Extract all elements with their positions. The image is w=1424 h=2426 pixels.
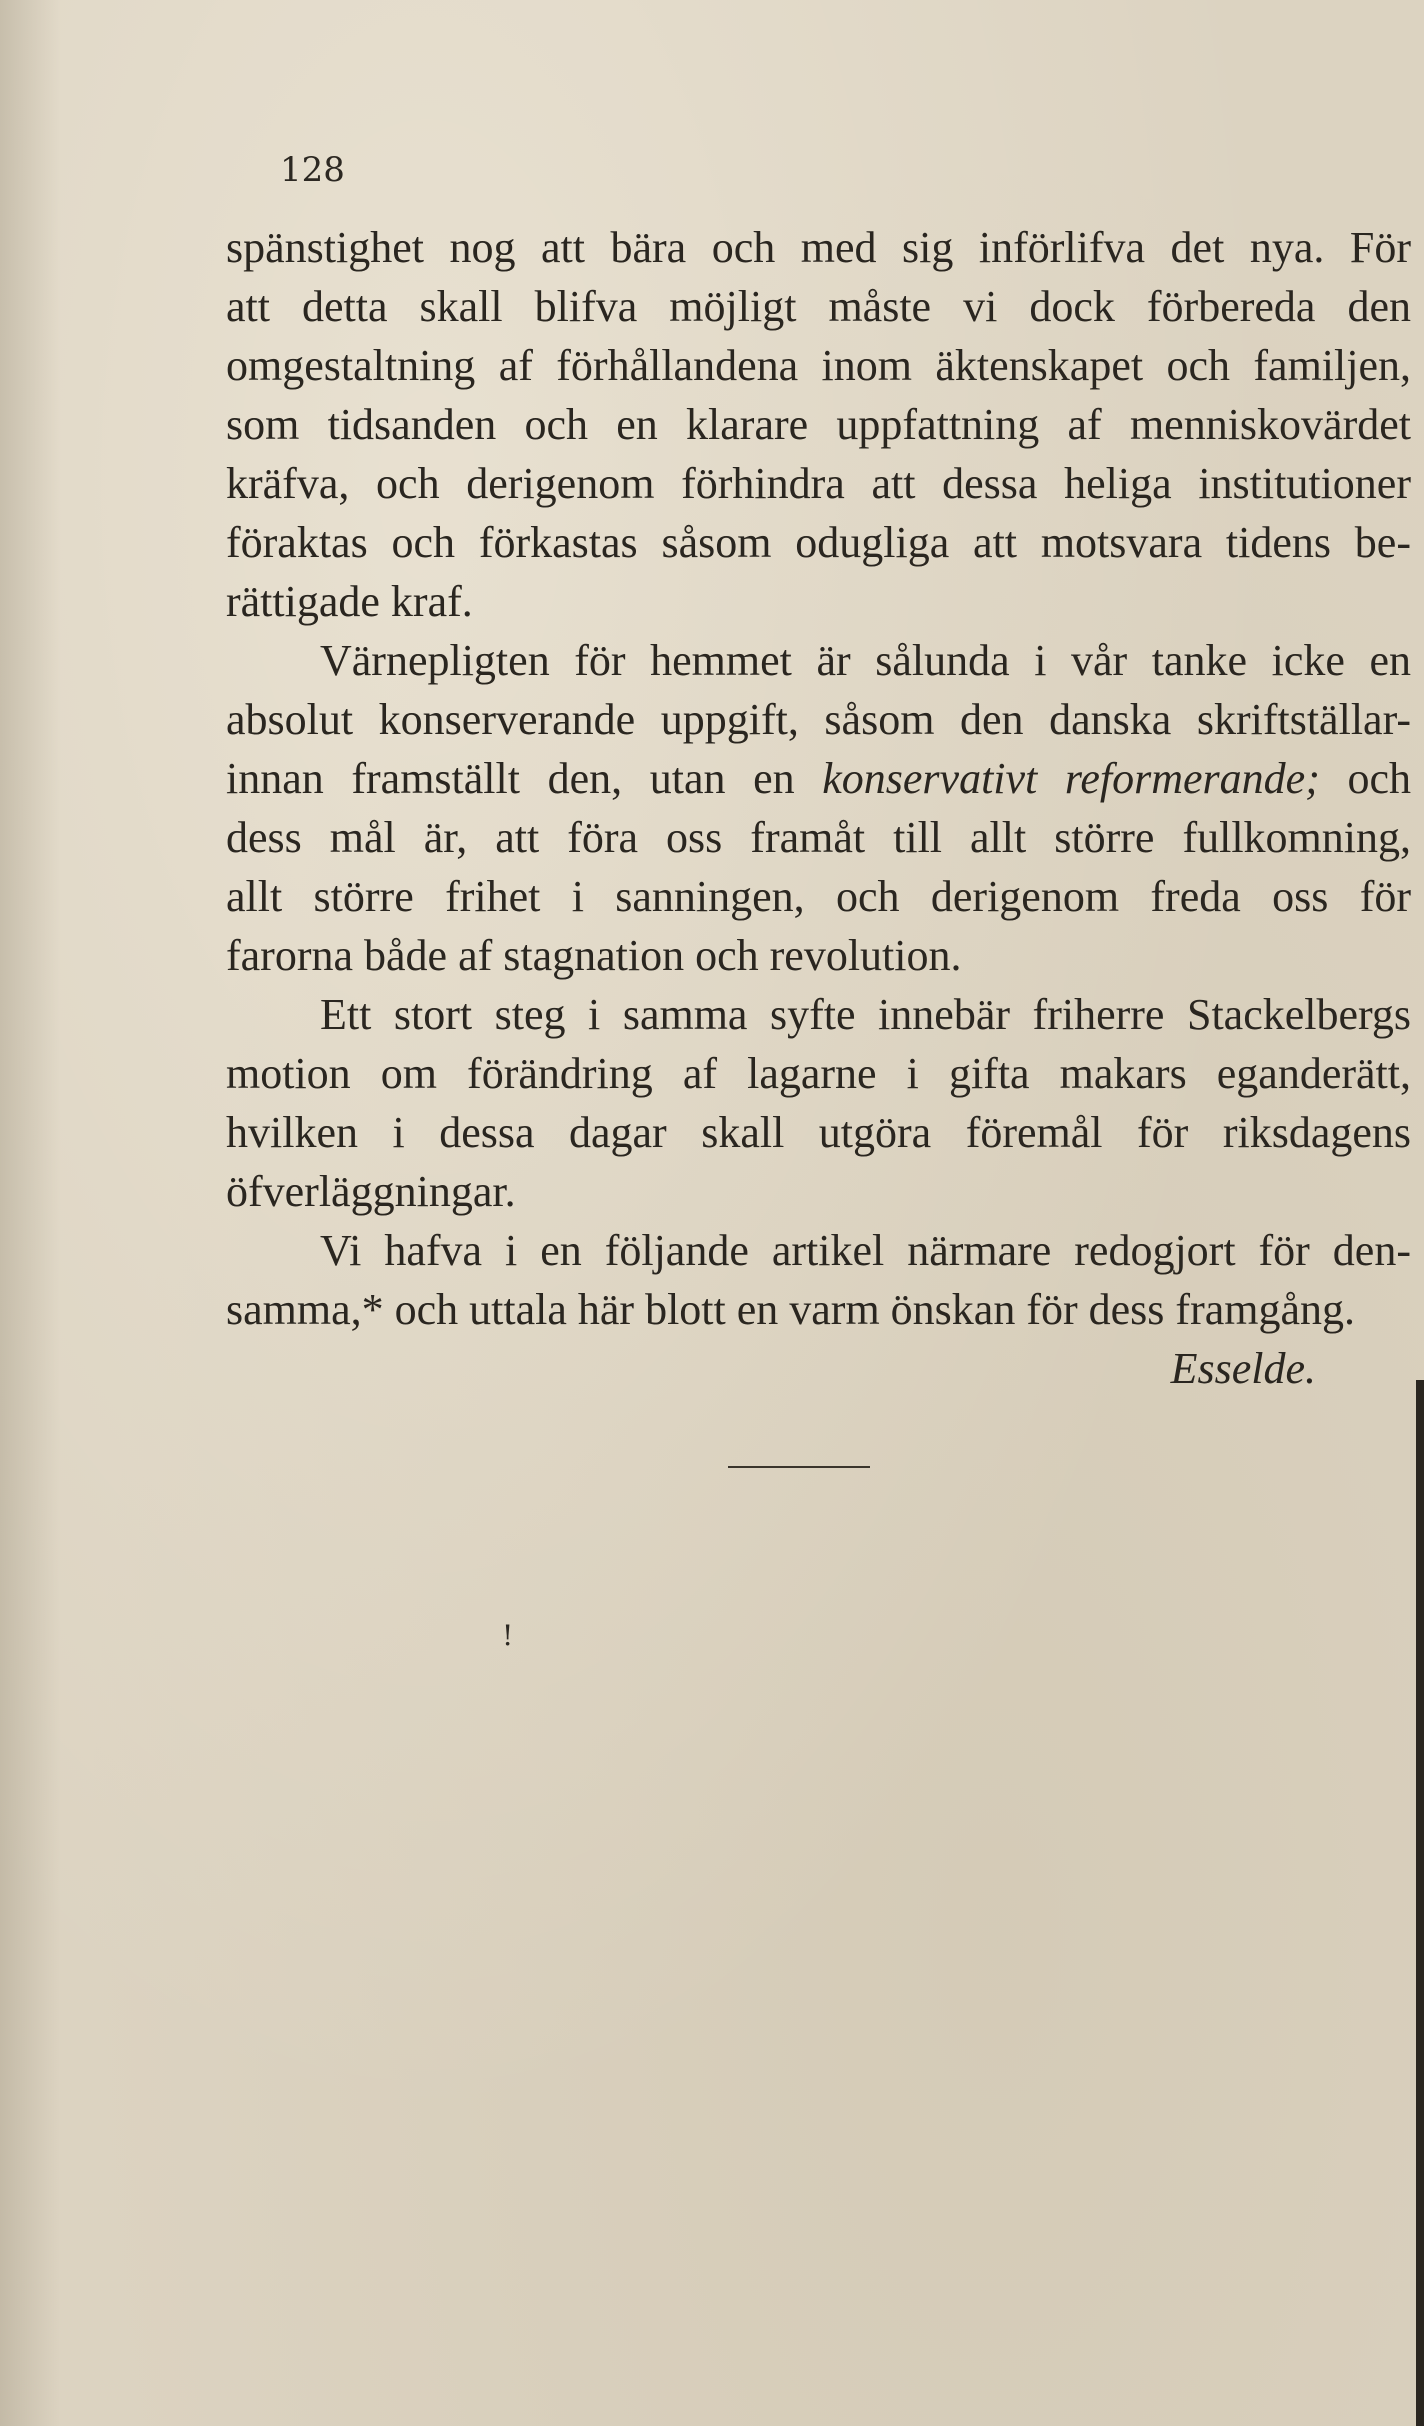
page-number: 128: [280, 150, 345, 190]
signature: Esselde.: [1170, 1344, 1316, 1393]
text-line: som tidsanden och en klarare uppfattning af menniskovärdet: [226, 400, 1411, 449]
page-edge-shadow: [0, 0, 60, 2426]
text-line: samma,* och uttala här blott en varm önskan för dess framgång.: [226, 1285, 1356, 1334]
text-segment: och: [1347, 754, 1411, 803]
text-line: motion om förändring af lagarne i gifta makars eganderätt,: [226, 1049, 1411, 1098]
body-text: [226, 218, 1411, 1398]
text-line: absolut konserverande uppgift, såsom den danska skriftställar-: [226, 695, 1411, 744]
text-line: Värnepligten för hemmet är sålunda i vår tanke icke en: [320, 636, 1411, 685]
text-line: rättigade kraf.: [226, 577, 473, 626]
text-line: [226, 749, 1411, 808]
section-divider: [728, 1466, 870, 1468]
text-line: Ett stort steg i samma syfte innebär friherre Stackelbergs: [320, 990, 1411, 1039]
text-line: dess mål är, att föra oss framåt till allt större fullkomning,: [226, 813, 1411, 862]
text-line: omgestaltning af förhållandena inom äktenskapet och familjen,: [226, 341, 1411, 390]
text-line: att detta skall blifva möjligt måste vi dock förbereda den: [226, 282, 1411, 331]
text-line: farorna både af stagnation och revolution.: [226, 931, 962, 980]
emphasis-text: konservativt reformerande;: [822, 754, 1320, 803]
text-segment: innan framställt den, utan en: [226, 754, 795, 803]
text-line: kräfva, och derigenom förhindra att dessa heliga institutioner: [226, 459, 1411, 508]
text-line: föraktas och förkastas såsom odugliga att motsvara tidens be-: [226, 518, 1411, 567]
text-line: spänstighet nog att bära och med sig införlifva det nya. För: [226, 223, 1411, 272]
text-line: Vi hafva i en följande artikel närmare redogjort för den-: [320, 1226, 1411, 1275]
stray-mark: !: [502, 1619, 514, 1652]
text-line: allt större frihet i sanningen, och derigenom freda oss för: [226, 872, 1411, 921]
text-line: hvilken i dessa dagar skall utgöra föremål för riksdagens: [226, 1108, 1411, 1157]
text-line: öfverläggningar.: [226, 1167, 516, 1216]
page-edge-dark: [1416, 1380, 1424, 2426]
